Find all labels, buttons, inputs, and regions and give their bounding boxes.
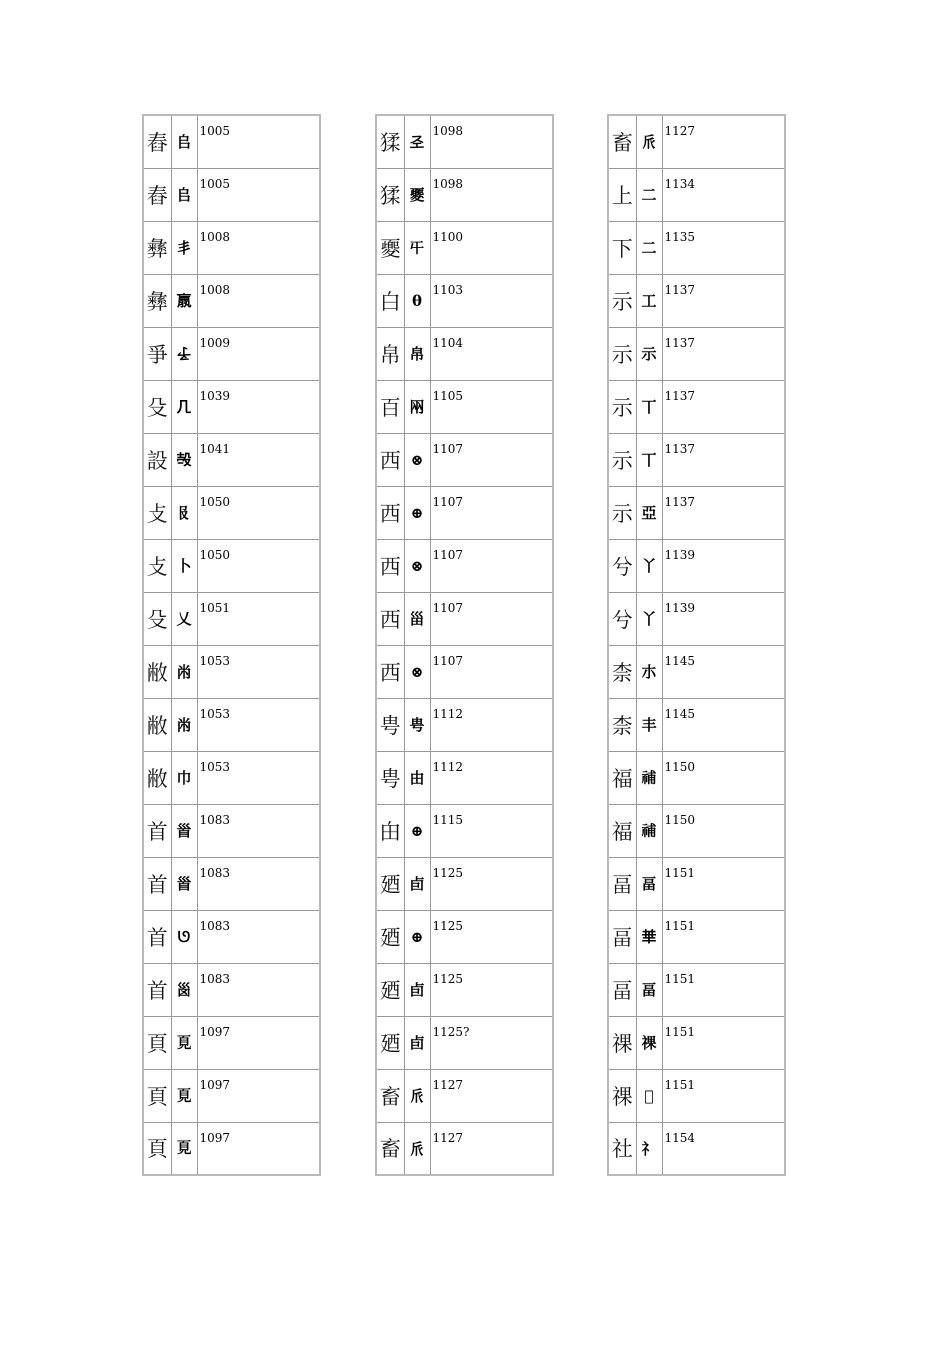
ancient-glyph: 𠂢	[404, 1122, 430, 1175]
modern-character: 畐	[608, 910, 636, 963]
catalog-number: 1150	[662, 804, 785, 857]
table-row	[608, 274, 785, 327]
ancient-glyph: 卣	[404, 857, 430, 910]
ancient-glyph: 𩠐	[171, 804, 197, 857]
ancient-glyph: 畐	[636, 857, 662, 910]
table-row	[376, 1122, 553, 1175]
table-row	[376, 539, 553, 592]
modern-character: 首	[143, 857, 171, 910]
table-row	[608, 539, 785, 592]
ancient-glyph: ⼆	[636, 221, 662, 274]
table-row	[608, 698, 785, 751]
modern-character: 甹	[376, 698, 404, 751]
catalog-number: 1125	[430, 910, 553, 963]
table-row	[143, 592, 320, 645]
modern-character: 柰	[608, 645, 636, 698]
table-row	[143, 698, 320, 751]
modern-character: 示	[608, 327, 636, 380]
table-row	[376, 751, 553, 804]
table-row	[376, 1016, 553, 1069]
ancient-glyph: 朩	[636, 645, 662, 698]
modern-character: 西	[376, 433, 404, 486]
table-row	[376, 910, 553, 963]
modern-character: 示	[608, 274, 636, 327]
catalog-number: 1008	[197, 274, 320, 327]
table-row	[608, 1069, 785, 1122]
table-row	[143, 221, 320, 274]
catalog-number: 1083	[197, 857, 320, 910]
modern-character: 甶	[376, 804, 404, 857]
table-row	[376, 327, 553, 380]
catalog-number: 1151	[662, 1069, 785, 1122]
table-row	[376, 168, 553, 221]
table-row	[608, 751, 785, 804]
modern-character: 示	[608, 433, 636, 486]
modern-character: 兮	[608, 592, 636, 645]
ancient-glyph: 亞	[636, 486, 662, 539]
catalog-number: 1151	[662, 1016, 785, 1069]
table-row	[608, 645, 785, 698]
modern-character: 廼	[376, 1016, 404, 1069]
table-row	[608, 857, 785, 910]
table-row	[376, 486, 553, 539]
modern-character: 彝	[143, 221, 171, 274]
modern-character: 舂	[143, 115, 171, 168]
modern-character: 攴	[143, 539, 171, 592]
ancient-glyph: 卣	[404, 963, 430, 1016]
ancient-glyph: 畐	[636, 963, 662, 1016]
catalog-number: 1053	[197, 698, 320, 751]
catalog-number: 1098	[430, 168, 553, 221]
table-row	[608, 168, 785, 221]
modern-character: 夒	[376, 221, 404, 274]
ancient-glyph: 二	[636, 168, 662, 221]
modern-character: 畐	[608, 857, 636, 910]
table-row	[608, 804, 785, 857]
table-row	[608, 433, 785, 486]
ancient-glyph: 𩑋	[171, 1069, 197, 1122]
modern-character: 頁	[143, 1122, 171, 1175]
table-row	[143, 804, 320, 857]
ancient-glyph: 𥙷	[636, 804, 662, 857]
catalog-number: 1107	[430, 433, 553, 486]
catalog-number: 1083	[197, 910, 320, 963]
modern-character: 首	[143, 804, 171, 857]
ancient-glyph: 𠂢	[636, 115, 662, 168]
ancient-glyph: 𩠐	[171, 857, 197, 910]
modern-character: 西	[376, 539, 404, 592]
modern-character: 廼	[376, 910, 404, 963]
ancient-glyph: 𠦒	[636, 910, 662, 963]
table-row	[143, 910, 320, 963]
table-row	[143, 645, 320, 698]
modern-character: 爭	[143, 327, 171, 380]
ancient-glyph: 𣪊	[171, 433, 197, 486]
modern-character: 攴	[143, 486, 171, 539]
catalog-number: 1150	[662, 751, 785, 804]
table-row	[608, 910, 785, 963]
ancient-glyph: 夒	[404, 168, 430, 221]
modern-character: 下	[608, 221, 636, 274]
catalog-number: 1151	[662, 857, 785, 910]
modern-character: 上	[608, 168, 636, 221]
modern-character: 西	[376, 645, 404, 698]
catalog-number: 1151	[662, 963, 785, 1016]
catalog-number: 1107	[430, 486, 553, 539]
table-row	[376, 274, 553, 327]
modern-character: 猱	[376, 168, 404, 221]
table-row	[143, 380, 320, 433]
ancient-glyph: 礻	[636, 1122, 662, 1175]
catalog-number: 1005	[197, 115, 320, 168]
catalog-number: 1009	[197, 327, 320, 380]
catalog-number: 1127	[430, 1122, 553, 1175]
modern-character: 畐	[608, 963, 636, 1016]
catalog-number: 1145	[662, 645, 785, 698]
catalog-number: 1107	[430, 592, 553, 645]
catalog-number: 1137	[662, 274, 785, 327]
table-row	[376, 592, 553, 645]
table-row	[143, 1122, 320, 1175]
modern-character: 社	[608, 1122, 636, 1175]
modern-character: 百	[376, 380, 404, 433]
modern-character: 白	[376, 274, 404, 327]
catalog-number: 1137	[662, 380, 785, 433]
table-row	[143, 433, 320, 486]
ancient-glyph: 𥙚	[636, 1069, 662, 1122]
ancient-glyph: ⊗	[404, 433, 430, 486]
ancient-glyph: 丅	[636, 433, 662, 486]
modern-character: 首	[143, 963, 171, 1016]
table-row	[143, 486, 320, 539]
ancient-glyph: 工	[636, 274, 662, 327]
catalog-number: 1154	[662, 1122, 785, 1175]
modern-character: 西	[376, 486, 404, 539]
catalog-number: 1107	[430, 645, 553, 698]
catalog-number: 1135	[662, 221, 785, 274]
ancient-glyph: ⊕	[404, 910, 430, 963]
modern-character: 兮	[608, 539, 636, 592]
table-row	[608, 380, 785, 433]
catalog-number: 1053	[197, 751, 320, 804]
ancient-glyph: 㒳	[404, 380, 430, 433]
table-row	[376, 857, 553, 910]
modern-character: 廼	[376, 857, 404, 910]
ancient-glyph: 丫	[636, 539, 662, 592]
ancient-glyph: ⊗	[404, 645, 430, 698]
catalog-number: 1151	[662, 910, 785, 963]
ancient-glyph: 𡿺	[171, 963, 197, 1016]
table-row	[143, 751, 320, 804]
catalog-number: 1105	[430, 380, 553, 433]
catalog-number: 1103	[430, 274, 553, 327]
ancient-glyph: 巾	[171, 751, 197, 804]
modern-character: 猱	[376, 115, 404, 168]
catalog-number: 1097	[197, 1069, 320, 1122]
modern-character: 帛	[376, 327, 404, 380]
ancient-glyph: 丰	[636, 698, 662, 751]
ancient-glyph: 卜	[171, 539, 197, 592]
glyph-table-column-3	[607, 114, 786, 1176]
catalog-number: 1050	[197, 539, 320, 592]
modern-character: 彝	[143, 274, 171, 327]
modern-character: 殳	[143, 380, 171, 433]
table-row	[376, 804, 553, 857]
ancient-glyph: ⊕	[404, 486, 430, 539]
table-row	[376, 963, 553, 1016]
table-row	[376, 698, 553, 751]
modern-character: 祼	[608, 1069, 636, 1122]
catalog-number: 1139	[662, 539, 785, 592]
modern-character: 廼	[376, 963, 404, 1016]
modern-character: 福	[608, 751, 636, 804]
catalog-number: 1125	[430, 963, 553, 1016]
catalog-number: 1107	[430, 539, 553, 592]
table-row	[608, 486, 785, 539]
catalog-number: 1127	[430, 1069, 553, 1122]
modern-character: 舂	[143, 168, 171, 221]
glyph-table-column-1	[142, 114, 321, 1176]
ancient-glyph: 𢀖	[404, 115, 430, 168]
ancient-glyph: 丅	[636, 380, 662, 433]
catalog-number: 1125?	[430, 1016, 553, 1069]
table-row	[143, 168, 320, 221]
table-row	[376, 380, 553, 433]
catalog-number: 1008	[197, 221, 320, 274]
catalog-number: 1125	[430, 857, 553, 910]
ancient-glyph: 𠄔	[171, 327, 197, 380]
modern-character: 示	[608, 380, 636, 433]
table-row	[608, 963, 785, 1016]
table-row	[143, 1016, 320, 1069]
catalog-number: 1083	[197, 963, 320, 1016]
ancient-glyph: 㡀	[171, 698, 197, 751]
table-row	[608, 592, 785, 645]
ancient-glyph: 𩑋	[171, 1122, 197, 1175]
catalog-number: 1137	[662, 486, 785, 539]
table-row	[143, 327, 320, 380]
ancient-glyph: 㡀	[171, 645, 197, 698]
catalog-number: 1137	[662, 327, 785, 380]
table-row	[143, 963, 320, 1016]
modern-character: 首	[143, 910, 171, 963]
table-row	[608, 115, 785, 168]
ancient-glyph: 祼	[636, 1016, 662, 1069]
table-row	[608, 327, 785, 380]
catalog-number: 1051	[197, 592, 320, 645]
catalog-number: 1127	[662, 115, 785, 168]
catalog-number: 1100	[430, 221, 553, 274]
ancient-glyph: 丯	[171, 221, 197, 274]
ancient-glyph: ⊗	[404, 539, 430, 592]
ancient-glyph: θ	[404, 274, 430, 327]
table-row	[608, 1122, 785, 1175]
modern-character: 敝	[143, 698, 171, 751]
modern-character: 示	[608, 486, 636, 539]
ancient-glyph: 丫	[636, 592, 662, 645]
catalog-number: 1134	[662, 168, 785, 221]
catalog-number: 1050	[197, 486, 320, 539]
catalog-number: 1053	[197, 645, 320, 698]
ancient-glyph: 𡕒	[404, 221, 430, 274]
modern-character: 敝	[143, 751, 171, 804]
modern-character: 祼	[608, 1016, 636, 1069]
table-row	[143, 857, 320, 910]
catalog-number: 1097	[197, 1122, 320, 1175]
catalog-number: 1139	[662, 592, 785, 645]
modern-character: 畜	[376, 1069, 404, 1122]
catalog-number: 1137	[662, 433, 785, 486]
ancient-glyph: 帛	[404, 327, 430, 380]
catalog-number: 1005	[197, 168, 320, 221]
catalog-number: 1041	[197, 433, 320, 486]
catalog-number: 1039	[197, 380, 320, 433]
catalog-number: 1104	[430, 327, 553, 380]
ancient-glyph: ᘎ	[171, 910, 197, 963]
modern-character: 殳	[143, 592, 171, 645]
ancient-glyph: 示	[636, 327, 662, 380]
catalog-number: 1083	[197, 804, 320, 857]
table-row	[608, 1016, 785, 1069]
ancient-glyph: 𠂤	[171, 115, 197, 168]
catalog-number: 1097	[197, 1016, 320, 1069]
modern-character: 畜	[608, 115, 636, 168]
ancient-glyph: 甹	[404, 698, 430, 751]
modern-character: 福	[608, 804, 636, 857]
catalog-number: 1145	[662, 698, 785, 751]
ancient-glyph: 𣎆	[171, 274, 197, 327]
table-row	[143, 115, 320, 168]
ancient-glyph: 𠬝	[171, 486, 197, 539]
catalog-number: 1112	[430, 698, 553, 751]
modern-character: 頁	[143, 1069, 171, 1122]
table-row	[376, 221, 553, 274]
ancient-glyph: 乂	[171, 592, 197, 645]
ancient-glyph: 卣	[404, 1016, 430, 1069]
table-row	[376, 1069, 553, 1122]
table-row	[376, 645, 553, 698]
table-row	[376, 433, 553, 486]
table-row	[376, 115, 553, 168]
table-row	[608, 221, 785, 274]
modern-character: 西	[376, 592, 404, 645]
ancient-glyph: 𩑋	[171, 1016, 197, 1069]
modern-character: 頁	[143, 1016, 171, 1069]
ancient-glyph: 𠂢	[404, 1069, 430, 1122]
modern-character: 柰	[608, 698, 636, 751]
table-row	[143, 539, 320, 592]
ancient-glyph: 𠂤	[171, 168, 197, 221]
modern-character: 敝	[143, 645, 171, 698]
glyph-table-column-2	[375, 114, 554, 1176]
modern-character: 畜	[376, 1122, 404, 1175]
catalog-number: 1112	[430, 751, 553, 804]
table-row	[143, 1069, 320, 1122]
modern-character: 設	[143, 433, 171, 486]
ancient-glyph: 由	[404, 751, 430, 804]
catalog-number: 1098	[430, 115, 553, 168]
table-row	[143, 274, 320, 327]
ancient-glyph: 甾	[404, 592, 430, 645]
catalog-number: 1115	[430, 804, 553, 857]
modern-character: 甹	[376, 751, 404, 804]
ancient-glyph: 𠘧	[171, 380, 197, 433]
ancient-glyph: ⊕	[404, 804, 430, 857]
ancient-glyph: 𥙷	[636, 751, 662, 804]
